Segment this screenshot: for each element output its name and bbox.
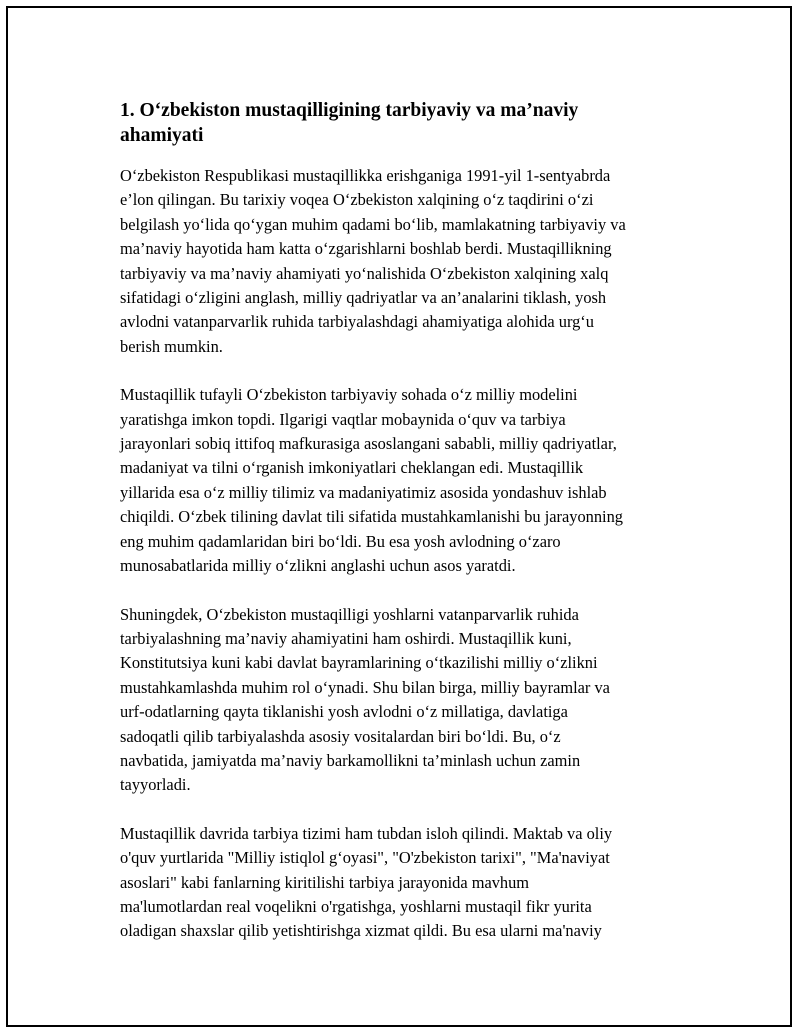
text-line: sifatidagi o‘zligini anglash, milliy qadriyatlar va an’analarini tiklash, yosh <box>120 288 607 308</box>
text-line: tayyorladi. <box>120 775 191 795</box>
text-line: tarbiyalashning ma’naviy ahamiyatini ham oshirdi. Mustaqillik kuni, <box>120 628 572 648</box>
text-line: sadoqatli qilib tarbiyalashda asosiy vositalardan biri bo‘ldi. Bu, o‘z <box>120 726 561 746</box>
text-line: tarbiyaviy va ma’naviy ahamiyati yo‘nalishida O‘zbekiston xalqining xalq <box>120 263 609 283</box>
paragraph-1 <box>120 164 700 359</box>
text-line: chiqildi. O‘zbek tilining davlat tili sifatida mustahkamlanishi bu jarayonning <box>120 507 624 527</box>
text-line: belgilash yo‘lida qo‘ygan muhim qadami bo‘lib, mamlakatning tarbiyaviy va <box>120 214 626 234</box>
section-heading <box>120 98 700 148</box>
text-line: o'quv yurtlarida "Milliy istiqlol g‘oyasi", "O'zbekiston tarixi", "Ma'naviyat <box>120 848 610 868</box>
text-line: jarayonlari sobiq ittifoq mafkurasiga asoslangani sababli, milliy qadriyatlar, <box>120 434 617 454</box>
text-line: navbatida, jamiyatda ma’naviy barkamollikni ta’minlash uchun zamin <box>120 750 581 770</box>
text-line: Mustaqillik tufayli O‘zbekiston tarbiyaviy sohada o‘z milliy modelini <box>120 385 578 405</box>
text-line: avlodni vatanparvarlik ruhida tarbiyalashdagi ahamiyatiga alohida urg‘u <box>120 312 594 332</box>
text-line: asoslari" kabi fanlarning kiritilishi tarbiya jarayonida mavhum <box>120 872 530 892</box>
text-line: munosabatlarida milliy o‘zlikni anglashi uchun asos yaratdi. <box>120 556 516 576</box>
text-line: yillarida esa o‘z milliy tilimiz va madaniyatimiz asosida yondashuv ishlab <box>120 482 607 502</box>
text-line: ma’naviy hayotida ham katta o‘zgarishlarni boshlab berdi. Mustaqillikning <box>120 239 612 259</box>
text-line: urf-odatlarning qayta tiklanishi yosh avlodni o‘z millatiga, davlatiga <box>120 702 568 722</box>
text-line: berish mumkin. <box>120 336 223 356</box>
heading-line: ahamiyati <box>120 125 204 146</box>
text-line: oladigan shaxslar qilib yetishtirishga xizmat qildi. Bu esa ularni ma'naviy <box>120 921 602 941</box>
paragraph-4 <box>120 822 700 944</box>
text-line: Mustaqillik davrida tarbiya tizimi ham tubdan isloh qilindi. Maktab va oliy <box>120 823 613 843</box>
text-line: mustahkamlashda muhim rol o‘ynadi. Shu bilan birga, milliy bayramlar va <box>120 677 610 697</box>
text-line: yaratishga imkon topdi. Ilgarigi vaqtlar mobaynida o‘quv va tarbiya <box>120 409 566 429</box>
text-line: eng muhim qadamlaridan biri bo‘ldi. Bu esa yosh avlodning o‘zaro <box>120 531 561 551</box>
text-line: O‘zbekiston Respublikasi mustaqillikka erishganiga 1991-yil 1-sentyabrda <box>120 166 611 185</box>
document-body <box>120 98 700 968</box>
text-line: madaniyat va tilni o‘rganish imkoniyatlari cheklangan edi. Mustaqillik <box>120 458 584 478</box>
text-line: e’lon qilingan. Bu tarixiy voqea O‘zbekiston xalqining o‘z taqdirini o‘zi <box>120 190 594 210</box>
heading-line: 1. O‘zbekiston mustaqilligining tarbiyaviy va ma’naviy <box>120 100 579 121</box>
paragraph-2 <box>120 383 700 578</box>
paragraph-3 <box>120 603 700 798</box>
text-line: ma'lumotlardan real voqelikni o'rgatishga, yoshlarni mustaqil fikr yurita <box>120 896 592 916</box>
text-line: Shuningdek, O‘zbekiston mustaqilligi yoshlarni vatanparvarlik ruhida <box>120 604 579 624</box>
text-line: Konstitutsiya kuni kabi davlat bayramlarining o‘tkazilishi milliy o‘zlikni <box>120 653 598 673</box>
document-page <box>6 6 792 1027</box>
